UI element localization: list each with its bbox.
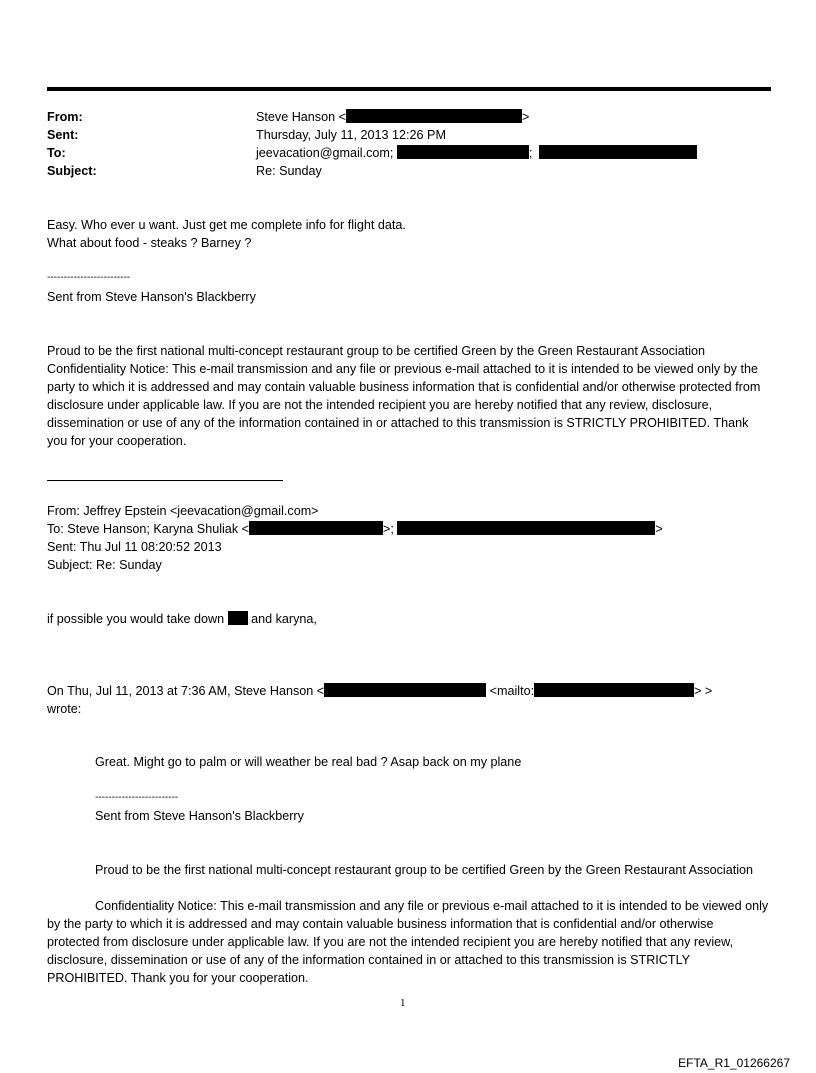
to-email: jeevacation@gmail.com; xyxy=(256,146,394,160)
reply-sent-from: Sent from Steve Hanson's Blackberry xyxy=(47,290,256,304)
page-number: 1 xyxy=(400,997,406,1009)
from-value xyxy=(256,108,529,126)
from-close: > xyxy=(521,110,530,124)
fwd-body xyxy=(47,610,317,628)
fwd-body-before: if possible you would take down xyxy=(47,612,225,626)
quoted-intro xyxy=(47,682,712,700)
from-label: From: xyxy=(47,110,83,124)
quoted-intro-suffix: > > xyxy=(694,684,713,698)
to-label: To: xyxy=(47,146,66,160)
redaction-bar xyxy=(324,683,486,697)
fwd-sent: Sent: Thu Jul 11 08:20:52 2013 xyxy=(47,540,222,554)
disclaimer-paragraph: Proud to be the first national multi-concept restaurant group to be certified Green by the Green Restaurant Association Confidentiality Notice: This e-mail transmission and any file or previous e-mail attached to it is intended to be viewed only by the party to which it is addressed and may contain valuable business information that is confidential and/or otherwise protected from disclosure under applicable law. If you are not the intended recipient you are hereby notified that any review, disclosure, dissemination or use of any of the information contained in or attached to this transmission is STRICTLY PROHIBITED. Thank you for your cooperation. xyxy=(47,344,761,448)
fwd-to-mid: >; xyxy=(382,522,394,536)
redaction-bar xyxy=(397,145,529,159)
reply-dashes: ------------------------- xyxy=(47,272,131,283)
from-name: Steve Hanson < xyxy=(256,110,346,124)
sent-label: Sent: xyxy=(47,128,79,142)
redaction-bar xyxy=(346,109,522,123)
quoted-confidentiality: Confidentiality Notice: This e-mail transmission and any file or previous e-mail attached to it is intended to be viewed only by the party to which it is addressed and may contain valuable business information that is confidential and/or otherwise protected from disclosure under applicable law. If you are not the intended recipient you are hereby notified that any review, disclosure, dissemination or use of any of the information contained in or attached to this transmission is STRICTLY PROHIBITED. Thank you for your cooperation. xyxy=(47,899,769,985)
separator-line xyxy=(47,480,283,481)
quoted-wrote: wrote: xyxy=(47,702,82,716)
subject-value: Re: Sunday xyxy=(256,164,322,178)
fwd-from: From: Jeffrey Epstein <jeevacation@gmail.com> xyxy=(47,504,319,518)
header-rule xyxy=(47,87,771,91)
to-value xyxy=(256,144,697,162)
redaction-bar xyxy=(228,611,248,625)
redaction-bar xyxy=(539,145,697,159)
quoted-intro-prefix: On Thu, Jul 11, 2013 at 7:36 AM, Steve Hanson < xyxy=(47,684,325,698)
redaction-bar xyxy=(249,521,383,535)
to-sep: ; xyxy=(528,146,533,160)
quoted-mailto: <mailto: xyxy=(489,684,535,698)
quoted-sent-from: Sent from Steve Hanson's Blackberry xyxy=(95,809,304,823)
fwd-to-end: > xyxy=(655,522,663,536)
fwd-subject: Subject: Re: Sunday xyxy=(47,558,162,572)
quoted-proud: Proud to be the first national multi-concept restaurant group to be certified Green by the Green Restaurant Association xyxy=(95,863,754,877)
redaction-bar xyxy=(397,521,655,535)
reply-line-1: Easy. Who ever u want. Just get me complete info for flight data. xyxy=(47,218,406,232)
subject-label: Subject: xyxy=(47,164,97,178)
redaction-bar xyxy=(534,683,694,697)
fwd-to xyxy=(47,520,663,538)
sent-value: Thursday, July 11, 2013 12:26 PM xyxy=(256,128,446,142)
quoted-dashes: ------------------------- xyxy=(95,792,179,803)
fwd-to-prefix: To: Steve Hanson; Karyna Shuliak < xyxy=(47,522,249,536)
reply-line-2: What about food - steaks ? Barney ? xyxy=(47,236,252,250)
quoted-line-1: Great. Might go to palm or will weather be real bad ? Asap back on my plane xyxy=(95,755,522,769)
document-id-stamp: EFTA_R1_01266267 xyxy=(678,1056,790,1070)
fwd-body-after: and karyna, xyxy=(251,612,317,626)
